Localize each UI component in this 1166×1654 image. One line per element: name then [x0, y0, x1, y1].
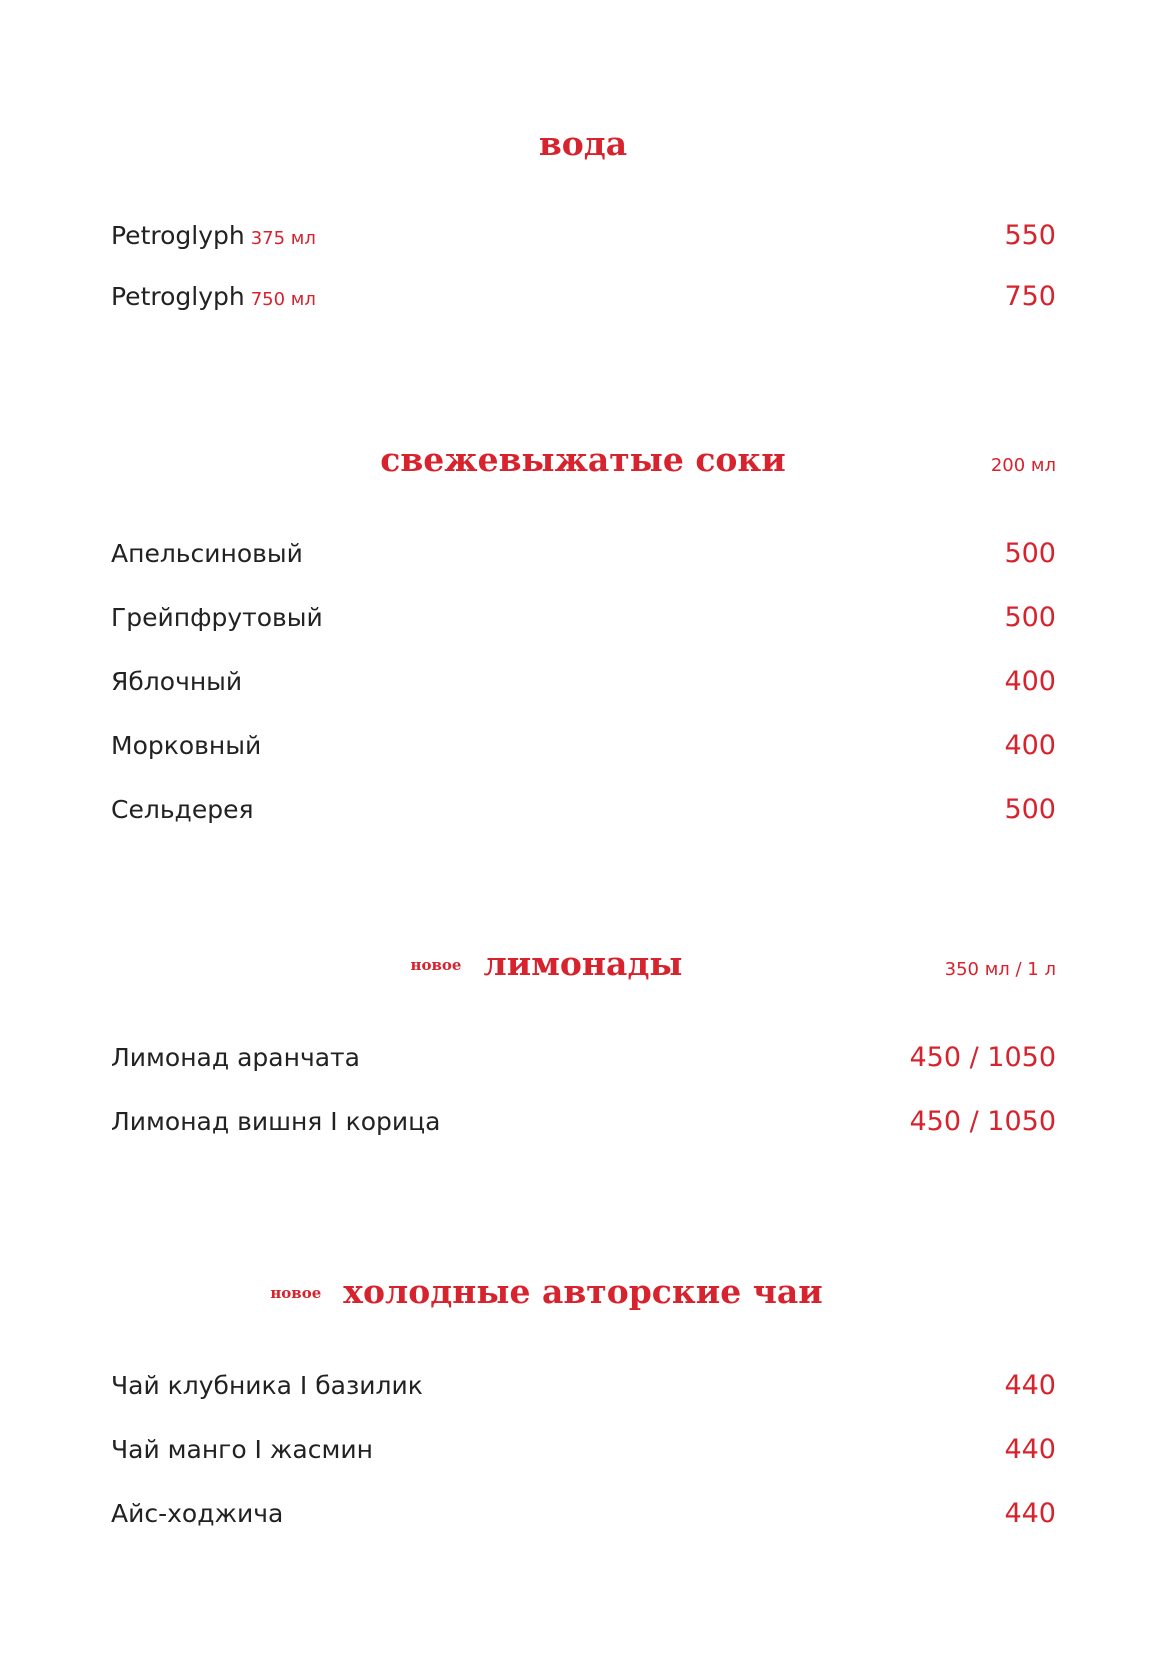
section-title-water [0, 124, 1166, 164]
item-price: 750 [1004, 281, 1056, 312]
item-price: 450 / 1050 [909, 1042, 1056, 1073]
item-price: 500 [1004, 602, 1056, 633]
item-price: 440 [1004, 1498, 1056, 1529]
menu-item-juice-3 [111, 664, 1056, 700]
section-title-teas-text: холодные авторские чаи [343, 1272, 823, 1311]
item-name: Petroglyph [111, 282, 245, 311]
item-price: 500 [1004, 538, 1056, 569]
section-title-water-text: вода [538, 124, 628, 163]
item-price: 450 / 1050 [909, 1106, 1056, 1137]
new-tag: новое [410, 956, 462, 974]
item-volume: 750 мл [250, 289, 316, 310]
item-name: Сельдерея [111, 795, 254, 824]
item-name: Яблочный [111, 667, 243, 696]
item-price: 500 [1004, 794, 1056, 825]
menu-item-water-1 [111, 218, 1056, 254]
item-volume: 375 мл [250, 228, 316, 249]
menu-item-tea-3 [111, 1496, 1056, 1532]
section-title-lemonades-text: лимонады [483, 944, 683, 983]
item-name: Айс-ходжича [111, 1499, 284, 1528]
menu-item-juice-1 [111, 536, 1056, 572]
menu-item-juice-2 [111, 600, 1056, 636]
new-tag: новое [270, 1284, 322, 1302]
item-name: Чай клубника I базилик [111, 1371, 423, 1400]
item-price: 400 [1004, 730, 1056, 761]
menu-item-lemonade-2 [111, 1104, 1056, 1140]
item-name: Лимонад вишня I корица [111, 1107, 441, 1136]
item-name: Апельсиновый [111, 539, 303, 568]
section-volume-juices: 200 мл [990, 455, 1056, 476]
item-name: Чай манго I жасмин [111, 1435, 373, 1464]
section-title-juices-text: свежевыжатые соки [380, 440, 786, 479]
menu-item-tea-2 [111, 1432, 1056, 1468]
menu-item-tea-1 [111, 1368, 1056, 1404]
section-title-teas [0, 1272, 1166, 1312]
item-price: 550 [1004, 220, 1056, 251]
menu-item-juice-4 [111, 728, 1056, 764]
menu-item-juice-5 [111, 792, 1056, 828]
item-price: 440 [1004, 1434, 1056, 1465]
item-price: 400 [1004, 666, 1056, 697]
item-price: 440 [1004, 1370, 1056, 1401]
item-name: Грейпфрутовый [111, 603, 323, 632]
item-name: Морковный [111, 731, 262, 760]
item-name: Petroglyph [111, 221, 245, 250]
section-volume-lemonades: 350 мл / 1 л [944, 959, 1056, 980]
menu-item-water-2 [111, 279, 1056, 315]
item-name: Лимонад аранчата [111, 1043, 360, 1072]
menu-item-lemonade-1 [111, 1040, 1056, 1076]
